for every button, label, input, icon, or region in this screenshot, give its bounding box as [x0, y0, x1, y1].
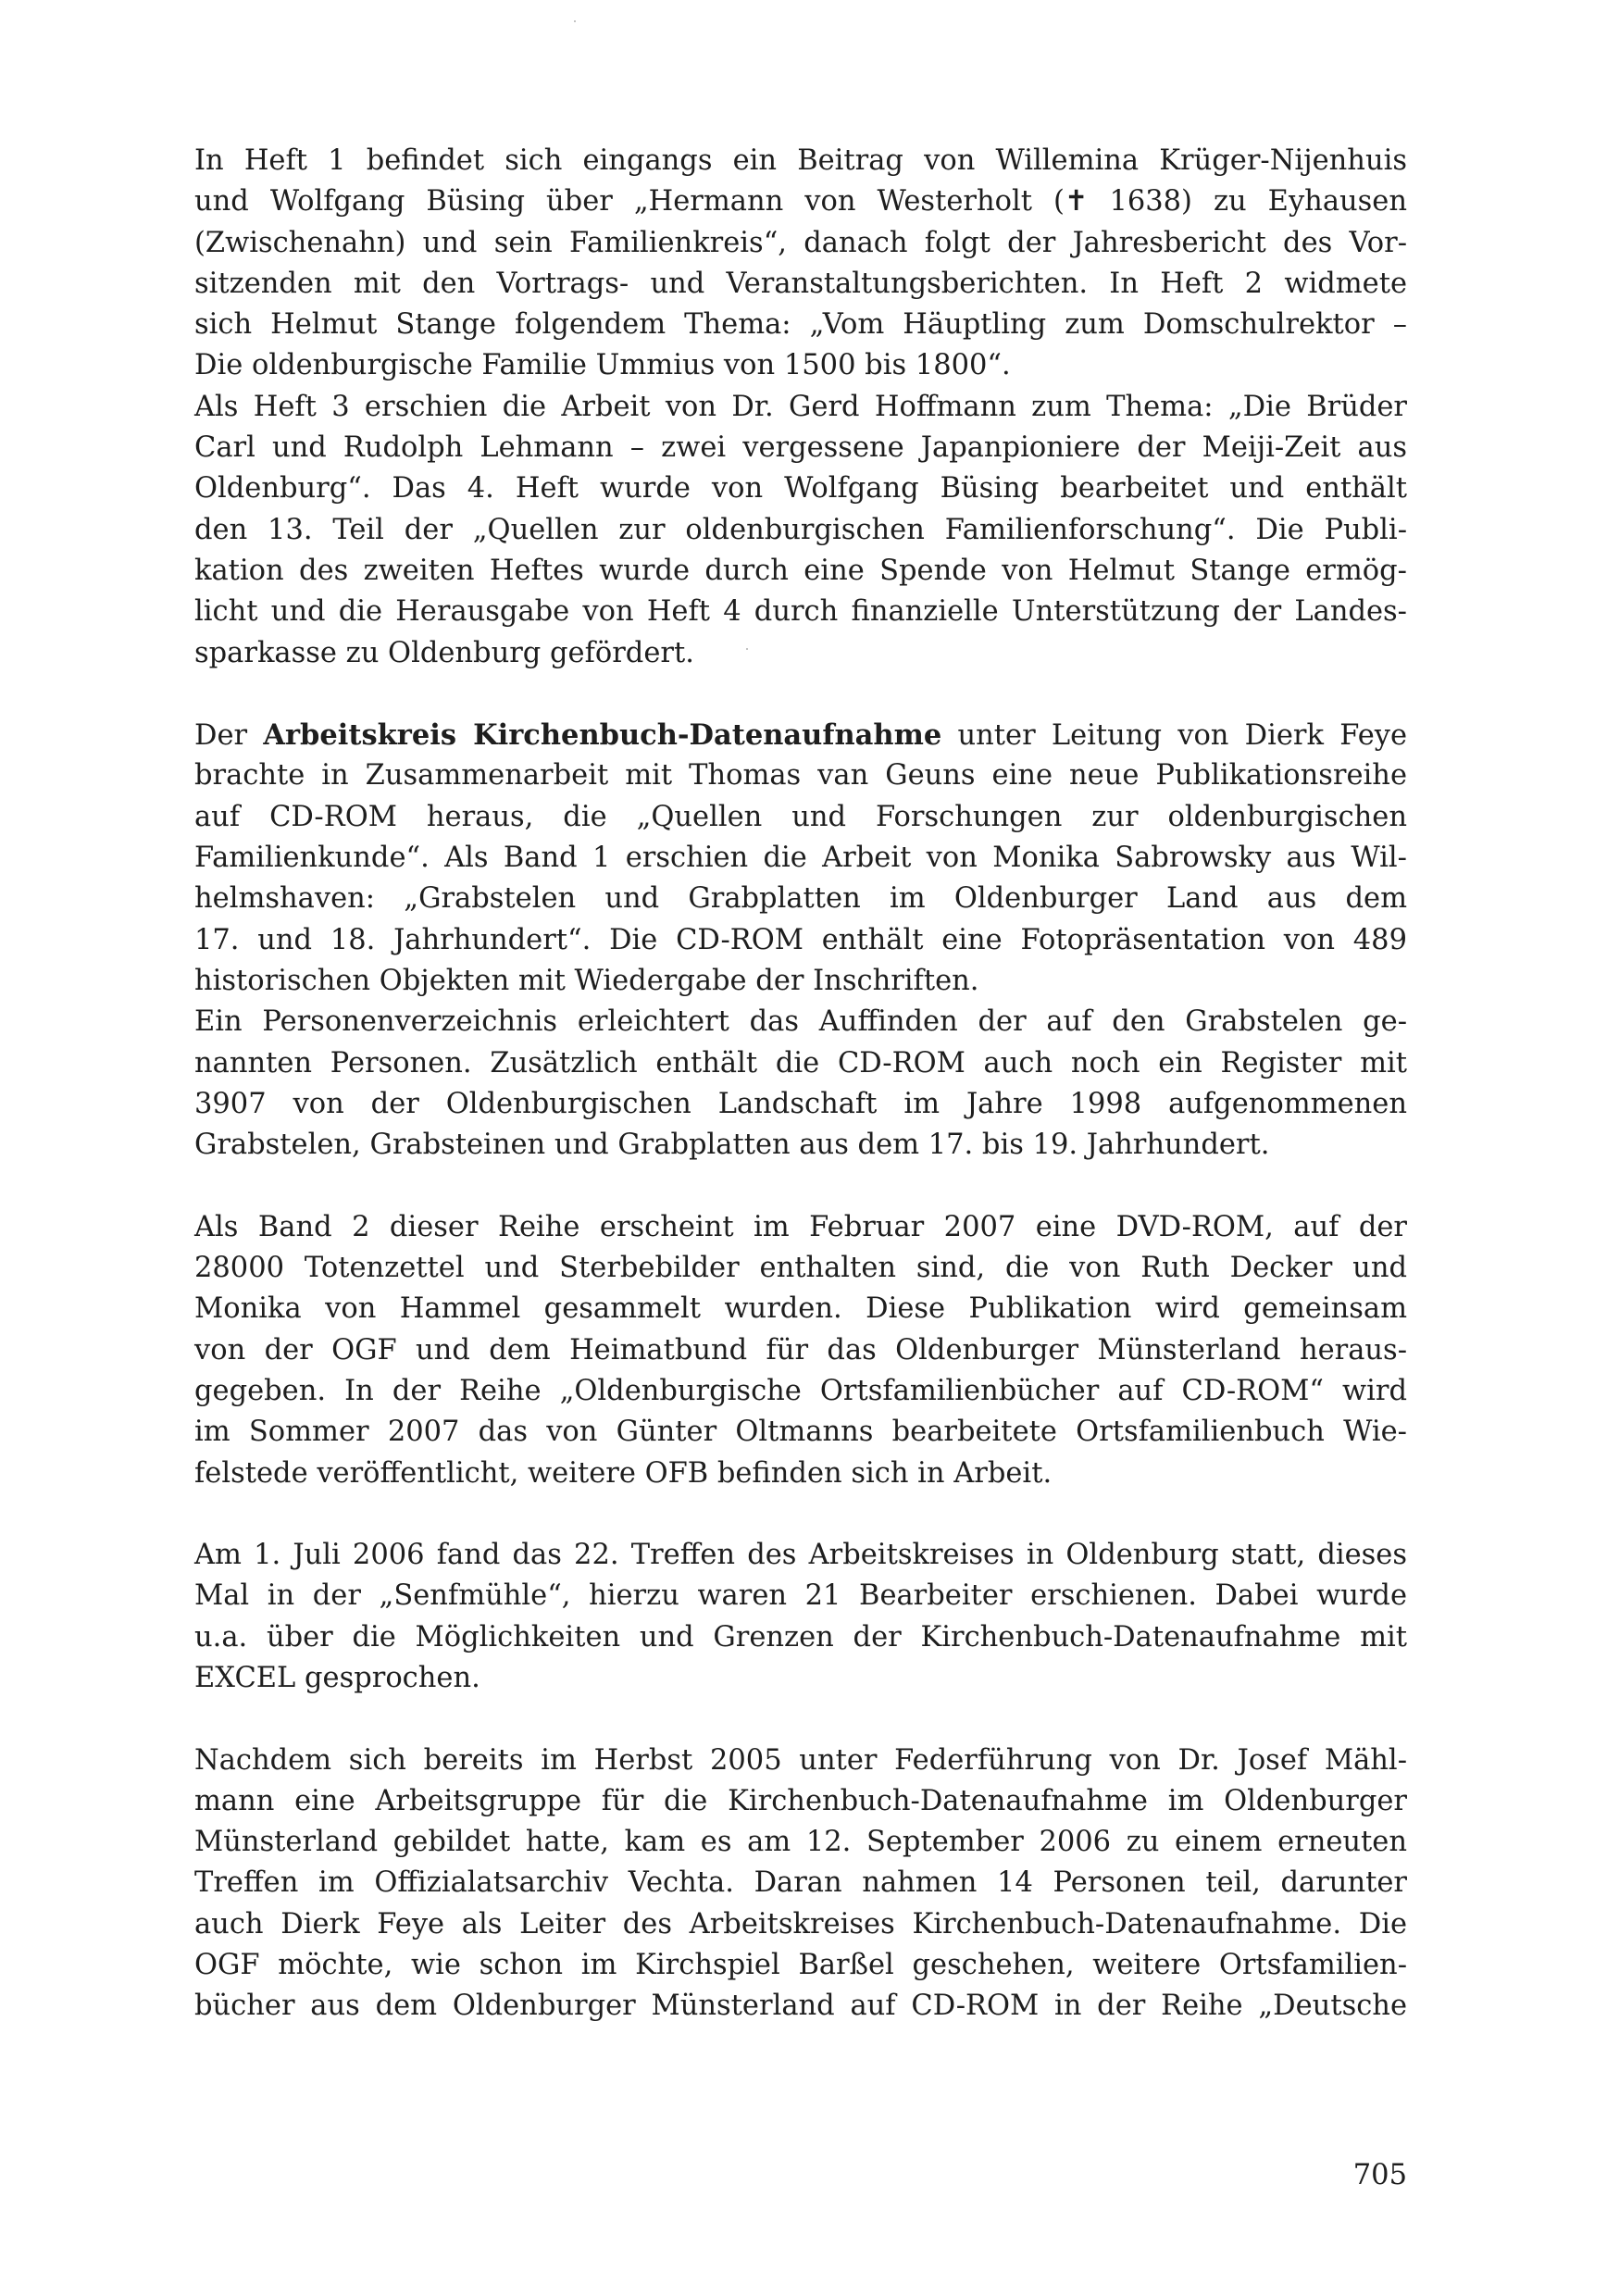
- text-line: (Zwischenahn) und sein Familienkreis“, danach folgt der Jahresbericht des Vor-: [194, 226, 1407, 259]
- text-line: Am 1. Juli 2006 fand das 22. Treffen des Arbeitskreises in Oldenburg statt, dieses: [194, 1539, 1407, 1572]
- text-line: licht und die Herausgabe von Heft 4 durch finanzielle Unterstützung der Landes-: [194, 595, 1407, 629]
- paragraph-heft-overview: [194, 141, 1407, 387]
- text-line: Münsterland gebildet hatte, kam es am 12. September 2006 zu einem erneuten: [194, 1826, 1407, 1859]
- arbeitskreis-heading: Arbeitskreis Kirchenbuch-Datenaufnahme: [263, 718, 942, 753]
- text-line: im Sommer 2007 das von Günter Oltmanns bearbeitete Ortsfamilienbuch Wie-: [194, 1416, 1407, 1449]
- page-number: 705: [1352, 2159, 1407, 2191]
- text-line: Grabstelen, Grabsteinen und Grabplatten aus dem 17. bis 19. Jahrhundert.: [194, 1129, 1270, 1162]
- text-line: nannten Personen. Zusätzlich enthält die CD-ROM auch noch ein Register mit: [194, 1046, 1407, 1079]
- text-line: In Heft 1 befindet sich eingangs ein Beitrag von Willemina Krüger-Nijenhuis: [194, 144, 1407, 177]
- scan-speck: [574, 20, 576, 22]
- text-line: historischen Objekten mit Wiedergabe der Inschriften.: [194, 964, 979, 997]
- text-line: Ein Personenverzeichnis erleichtert das Auffinden der auf den Grabstelen ge-: [194, 1005, 1407, 1039]
- text-line: OGF möchte, wie schon im Kirchspiel Barßel geschehen, weitere Ortsfamilien-: [194, 1949, 1407, 1982]
- paragraph-gap: [194, 1494, 1407, 1535]
- text-line: Nachdem sich bereits im Herbst 2005 unter Federführung von Dr. Josef Mähl-: [194, 1743, 1407, 1777]
- text-line: Carl und Rudolph Lehmann – zwei vergessene Japanpioniere der Meiji-Zeit aus: [194, 431, 1407, 465]
- text-line: [194, 715, 1407, 755]
- paragraph-gap: [194, 1699, 1407, 1740]
- text-line: und Wolfgang Büsing über „Hermann von Westerholt (✝ 1638) zu Eyhausen: [194, 185, 1407, 218]
- text-line: 3907 von der Oldenburgischen Landschaft im Jahre 1998 aufgenommenen: [194, 1087, 1407, 1120]
- text-line: den 13. Teil der „Quellen zur oldenburgischen Familienforschung“. Die Publi-: [194, 513, 1407, 546]
- text-line: felstede veröffentlicht, weitere OFB befinden sich in Arbeit.: [194, 1456, 1053, 1490]
- paragraph-muensterland: [194, 1741, 1407, 2028]
- text-line: Als Heft 3 erschien die Arbeit von Dr. Gerd Hoffmann zum Thema: „Die Brüder: [194, 390, 1407, 423]
- text-line: helmshaven: „Grabstelen und Grabplatten im Oldenburger Land aus dem: [194, 882, 1407, 916]
- text-line: auch Dierk Feye als Leiter des Arbeitskreises Kirchenbuch-Datenaufnahme. Die: [194, 1907, 1407, 1940]
- text-line: von der OGF und dem Heimatbund für das Oldenburger Münsterland heraus-: [194, 1333, 1407, 1366]
- text-line: auf CD-ROM heraus, die „Quellen und Forschungen zur oldenburgischen: [194, 800, 1407, 833]
- paragraph-band-2: [194, 1207, 1407, 1494]
- text-line: mann eine Arbeitsgruppe für die Kirchenbuch-Datenaufnahme im Oldenburger: [194, 1784, 1407, 1817]
- text-line: sich Helmut Stange folgendem Thema: „Vom Häuptling zum Domschulrektor –: [194, 308, 1407, 342]
- text-line: Monika von Hammel gesammelt wurden. Diese Publikation wird gemeinsam: [194, 1292, 1407, 1326]
- text-line: 28000 Totenzettel und Sterbebilder enthalten sind, die von Ruth Decker und: [194, 1252, 1407, 1285]
- body-text: [194, 141, 1407, 2028]
- text-line: EXCEL gesprochen.: [194, 1661, 480, 1694]
- paragraph-gap: [194, 1166, 1407, 1206]
- text-run: Der: [194, 719, 264, 753]
- paragraph-gap: [194, 674, 1407, 715]
- text-line: gegeben. In der Reihe „Oldenburgische Ortsfamilienbücher auf CD-ROM“ wird: [194, 1374, 1407, 1407]
- paragraph-heft-3-4: [194, 387, 1407, 674]
- text-line: kation des zweiten Heftes wurde durch eine Spende von Helmut Stange ermög-: [194, 554, 1407, 587]
- text-line: u.a. über die Möglichkeiten und Grenzen der Kirchenbuch-Datenaufnahme mit: [194, 1620, 1407, 1653]
- text-line: Familienkunde“. Als Band 1 erschien die Arbeit von Monika Sabrowsky aus Wil-: [194, 842, 1407, 875]
- text-line: sitzenden mit den Vortrags- und Veranstaltungsberichten. In Heft 2 widmete: [194, 267, 1407, 300]
- text-line: sparkasse zu Oldenburg gefördert.: [194, 636, 694, 669]
- text-line: Oldenburg“. Das 4. Heft wurde von Wolfgang Büsing bearbeitet und enthält: [194, 472, 1407, 505]
- text-line: 17. und 18. Jahrhundert“. Die CD-ROM enthält eine Fotopräsentation von 489: [194, 923, 1407, 956]
- paragraph-treffen-2006: [194, 1535, 1407, 1699]
- text-line: Als Band 2 dieser Reihe erscheint im Februar 2007 eine DVD-ROM, auf der: [194, 1210, 1407, 1243]
- text-line: brachte in Zusammenarbeit mit Thomas van Geuns eine neue Publikationsreihe: [194, 759, 1407, 792]
- text-line: bücher aus dem Oldenburger Münsterland auf CD-ROM in der Reihe „Deutsche: [194, 1990, 1407, 2023]
- paragraph-personenverzeichnis: [194, 1002, 1407, 1166]
- text-line: Die oldenburgische Familie Ummius von 1500 bis 1800“.: [194, 349, 1011, 382]
- text-run: unter Leitung von Dierk Feye: [941, 719, 1408, 753]
- text-line: Mal in der „Senfmühle“, hierzu waren 21 Bearbeiter erschienen. Dabei wurde: [194, 1579, 1407, 1613]
- text-line: Treffen im Offizialatsarchiv Vechta. Daran nahmen 14 Personen teil, darunter: [194, 1866, 1407, 1900]
- paragraph-arbeitskreis: [194, 715, 1407, 1002]
